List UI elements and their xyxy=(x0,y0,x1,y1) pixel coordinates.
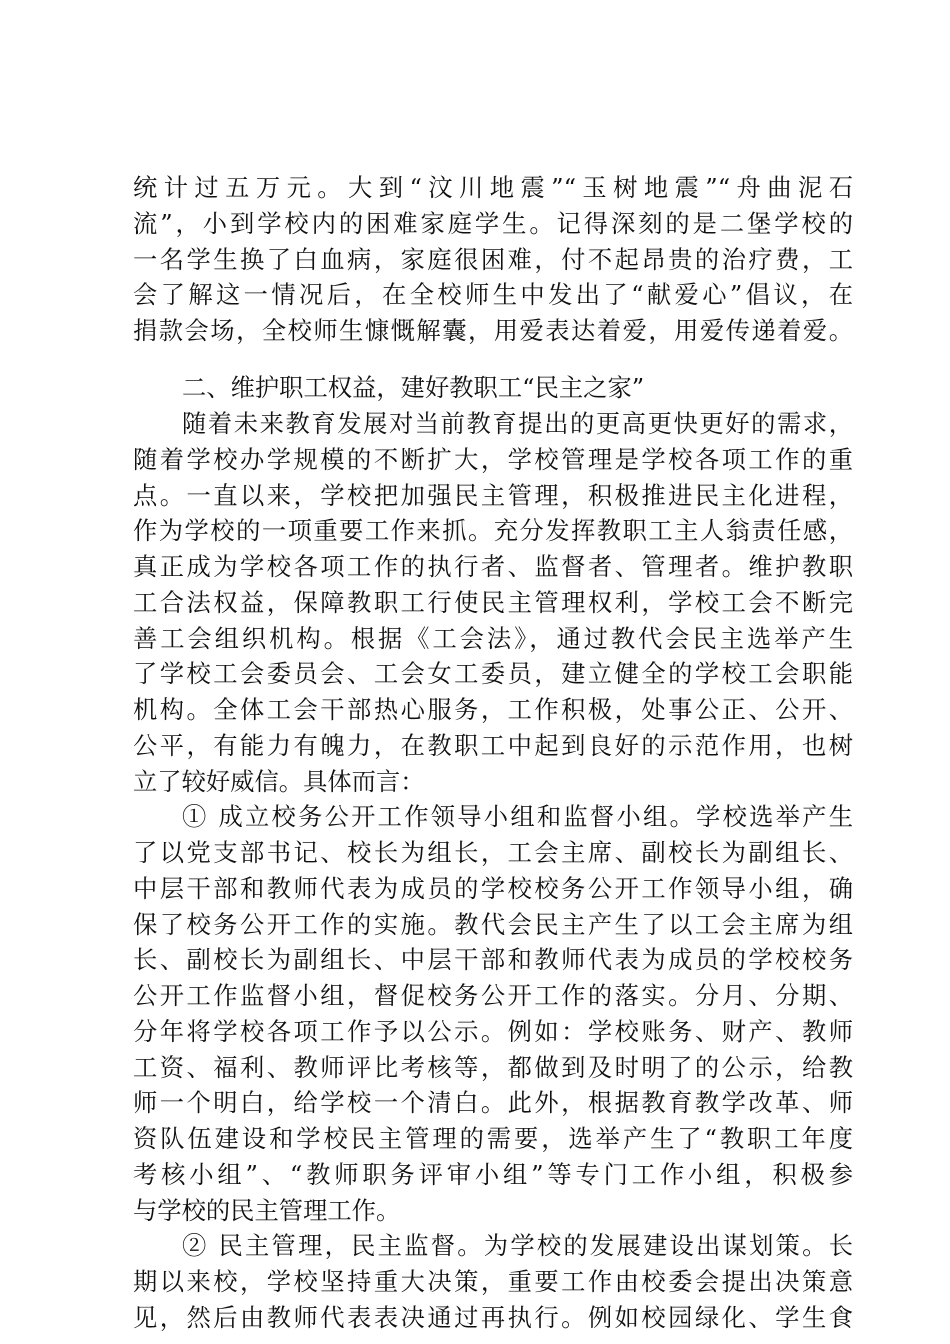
text-line: 公平，有能力有魄力，在教职工中起到良好的示范作用，也树 xyxy=(133,731,853,760)
section-heading: 二、维护职工权益，建好教职工“民主之家” xyxy=(182,373,645,402)
text-line: 工资、福利、教师评比考核等，都做到及时明了的公示，给教 xyxy=(133,1053,853,1082)
text-line: 资队伍建设和学校民主管理的需要，选举产生了“教职工年度 xyxy=(133,1124,853,1153)
text-line: 公开工作监督小组，督促校务公开工作的落实。分月、分期、 xyxy=(133,981,853,1010)
text-line: ① 成立校务公开工作领导小组和监督小组。学校选举产生 xyxy=(182,802,853,831)
text-line: 保了校务公开工作的实施。教代会民主产生了以工会主席为组 xyxy=(133,910,853,939)
text-line: 随着未来教育发展对当前教育提出的更高更快更好的需求， xyxy=(182,409,853,438)
text-line: 了以党支部书记、校长为组长，工会主席、副校长为副组长、 xyxy=(133,838,853,867)
text-line: 随着学校办学规模的不断扩大，学校管理是学校各项工作的重 xyxy=(133,445,853,474)
text-line: 流”，小到学校内的困难家庭学生。记得深刻的是二堡学校的 xyxy=(133,209,853,238)
text-line: ② 民主管理，民主监督。为学校的发展建设出谋划策。长 xyxy=(182,1231,853,1260)
text-line: 一名学生换了白血病，家庭很困难，付不起昂贵的治疗费，工 xyxy=(133,245,853,274)
text-line: 了学校工会委员会、工会女工委员，建立健全的学校工会职能 xyxy=(133,659,853,688)
text-line: 善工会组织机构。根据《工会法》，通过教代会民主选举产生 xyxy=(133,624,853,653)
text-line: 师一个明白，给学校一个清白。此外，根据教育教学改革、师 xyxy=(133,1088,853,1117)
text-line: 捐款会场，全校师生慷慨解囊，用爱表达着爱，用爱传递着爱。 xyxy=(133,316,853,345)
text-line: 真正成为学校各项工作的执行者、监督者、管理者。维护教职 xyxy=(133,552,853,581)
text-line: 与学校的民主管理工作。 xyxy=(133,1196,401,1225)
text-line: 会了解这一情况后，在全校师生中发出了“献爱心”倡议，在 xyxy=(133,280,853,309)
text-line: 点。一直以来，学校把加强民主管理，积极推进民主化进程， xyxy=(133,481,853,510)
text-line: 作为学校的一项重要工作来抓。充分发挥教职工主人翁责任感， xyxy=(133,516,853,545)
text-line: 立了较好威信。具体而言： xyxy=(133,767,425,796)
text-line: 工合法权益，保障教职工行使民主管理权利，学校工会不断完 xyxy=(133,588,853,617)
text-line: 中层干部和教师代表为成员的学校校务公开工作领导小组，确 xyxy=(133,874,853,903)
text-line: 长、副校长为副组长、中层干部和教师代表为成员的学校校务 xyxy=(133,945,853,974)
text-line: 机构。全体工会干部热心服务，工作积极，处事公正、公开、 xyxy=(133,695,853,724)
text-line: 见，然后由教师代表表决通过再执行。例如校园绿化、学生食 xyxy=(133,1303,853,1332)
text-line: 分年将学校各项工作予以公示。例如：学校账务、财产、教师 xyxy=(133,1017,853,1046)
text-line: 统计过五万元。大到“汶川地震”“玉树地震”“舟曲泥石 xyxy=(133,173,853,202)
text-line: 期以来校，学校坚持重大决策，重要工作由校委会提出决策意 xyxy=(133,1267,853,1296)
text-line: 考核小组”、“教师职务评审小组”等专门工作小组，积极参 xyxy=(133,1160,853,1189)
